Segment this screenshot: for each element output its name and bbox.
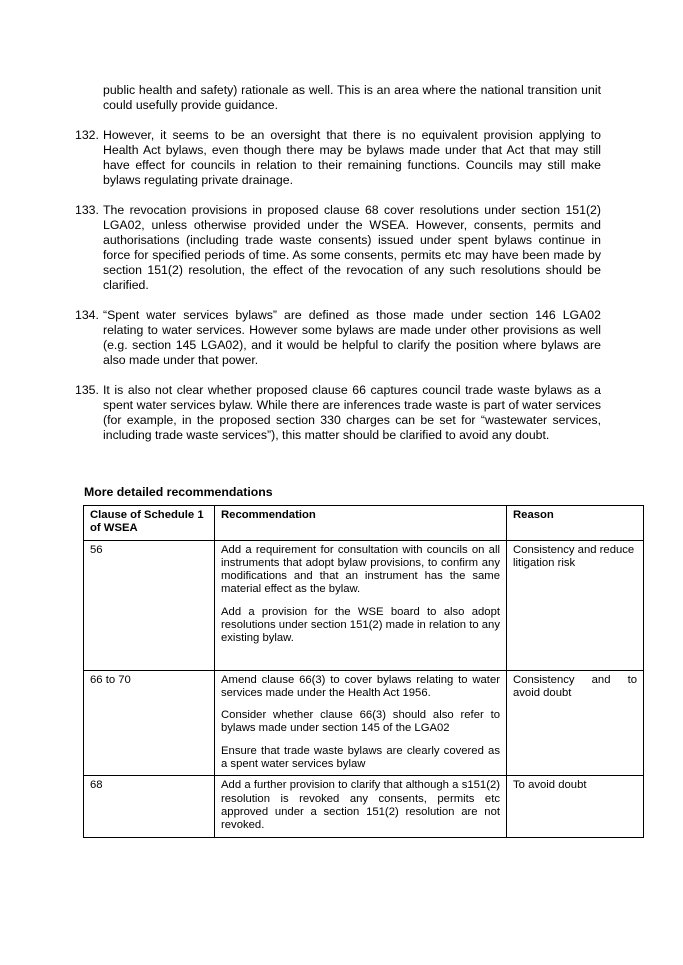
recommendation-text: Ensure that trade waste bylaws are clearly covered as a spent water services bylaw — [221, 744, 500, 771]
column-header-reason: Reason — [507, 506, 644, 541]
column-header-clause: Clause of Schedule 1 of WSEA — [84, 506, 215, 541]
paragraph-132: However, it seems to be an oversight that there is no equivalent provision applying to Health Act bylaws, even though there may be bylaws made under that Act that may still have effect for councils in relation to their remaining functions. Councils may still make bylaws regulating private drainage. — [103, 128, 601, 187]
recommendation-cell — [215, 540, 507, 670]
reason-text: Consistency and to avoid doubt — [513, 673, 637, 699]
recommendation-cell — [215, 776, 507, 837]
clause-cell: 66 to 70 — [84, 670, 215, 776]
recommendation-text: Add a further provision to clarify that although a s151(2) resolution is revoked any consents, permits etc approved under a section 151(2) resolution are not revoked. — [221, 779, 500, 832]
recommendation-text: Amend clause 66(3) to cover bylaws relating to water services made under the Health Act 1956. — [221, 673, 500, 699]
reason-cell: Consistency and reduce litigation risk — [507, 540, 644, 670]
paragraph-133: The revocation provisions in proposed clause 68 cover resolutions under section 151(2) LGA02, unless otherwise provided under the WSEA. However, consents, permits and authorisations (including trade waste consents) issued under spent bylaws continue in force for specified periods of time. As some consents, permits etc may have been made by section 151(2) resolution, the effect of the revocation of any such resolutions should be clarified. — [103, 203, 601, 292]
paragraph-continuation: public health and safety) rationale as well. This is an area where the national transition unit could usefully provide guidance. — [103, 83, 601, 112]
column-header-recommendation: Recommendation — [215, 506, 507, 541]
paragraph-135: It is also not clear whether proposed clause 66 captures council trade waste bylaws as a spent water services bylaw. While there are inferences trade waste is part of water services (for example, in the proposed section 330 charges can be set for “wastewater services, including trade waste services”), this matter should be clarified to avoid any doubt. — [103, 383, 601, 442]
paragraph-number: 132. — [75, 128, 99, 142]
table-row — [84, 670, 644, 776]
paragraph-number: 133. — [75, 203, 99, 217]
clause-cell: 56 — [84, 540, 215, 670]
paragraph-134: “Spent water services bylaws” are defined as those made under section 146 LGA02 relating to water services. However some bylaws are made under other provisions as well (e.g. section 145 LGA02), and it would be helpful to clarify the position where bylaws are also made under that power. — [103, 308, 601, 367]
section-title: More detailed recommendations — [84, 485, 273, 499]
reason-cell — [507, 670, 644, 776]
paragraph-number: 134. — [75, 308, 99, 322]
recommendation-cell — [215, 670, 507, 776]
recommendation-text: Add a provision for the WSE board to also adopt resolutions under section 151(2) made in relation to any existing bylaw. — [221, 605, 500, 645]
recommendation-text: Consider whether clause 66(3) should also refer to bylaws made under section 145 of the LGA02 — [221, 709, 500, 735]
table-header-row — [84, 506, 644, 541]
table-row — [84, 776, 644, 837]
recommendation-text: Add a requirement for consultation with councils on all instruments that adopt bylaw provisions, to confirm any modifications and that an instrument has the same material effect as the bylaw. — [221, 543, 500, 596]
reason-cell: To avoid doubt — [507, 776, 644, 837]
table-row — [84, 540, 644, 670]
paragraph-number: 135. — [75, 383, 99, 397]
clause-cell: 68 — [84, 776, 215, 837]
recommendations-table — [83, 505, 644, 838]
